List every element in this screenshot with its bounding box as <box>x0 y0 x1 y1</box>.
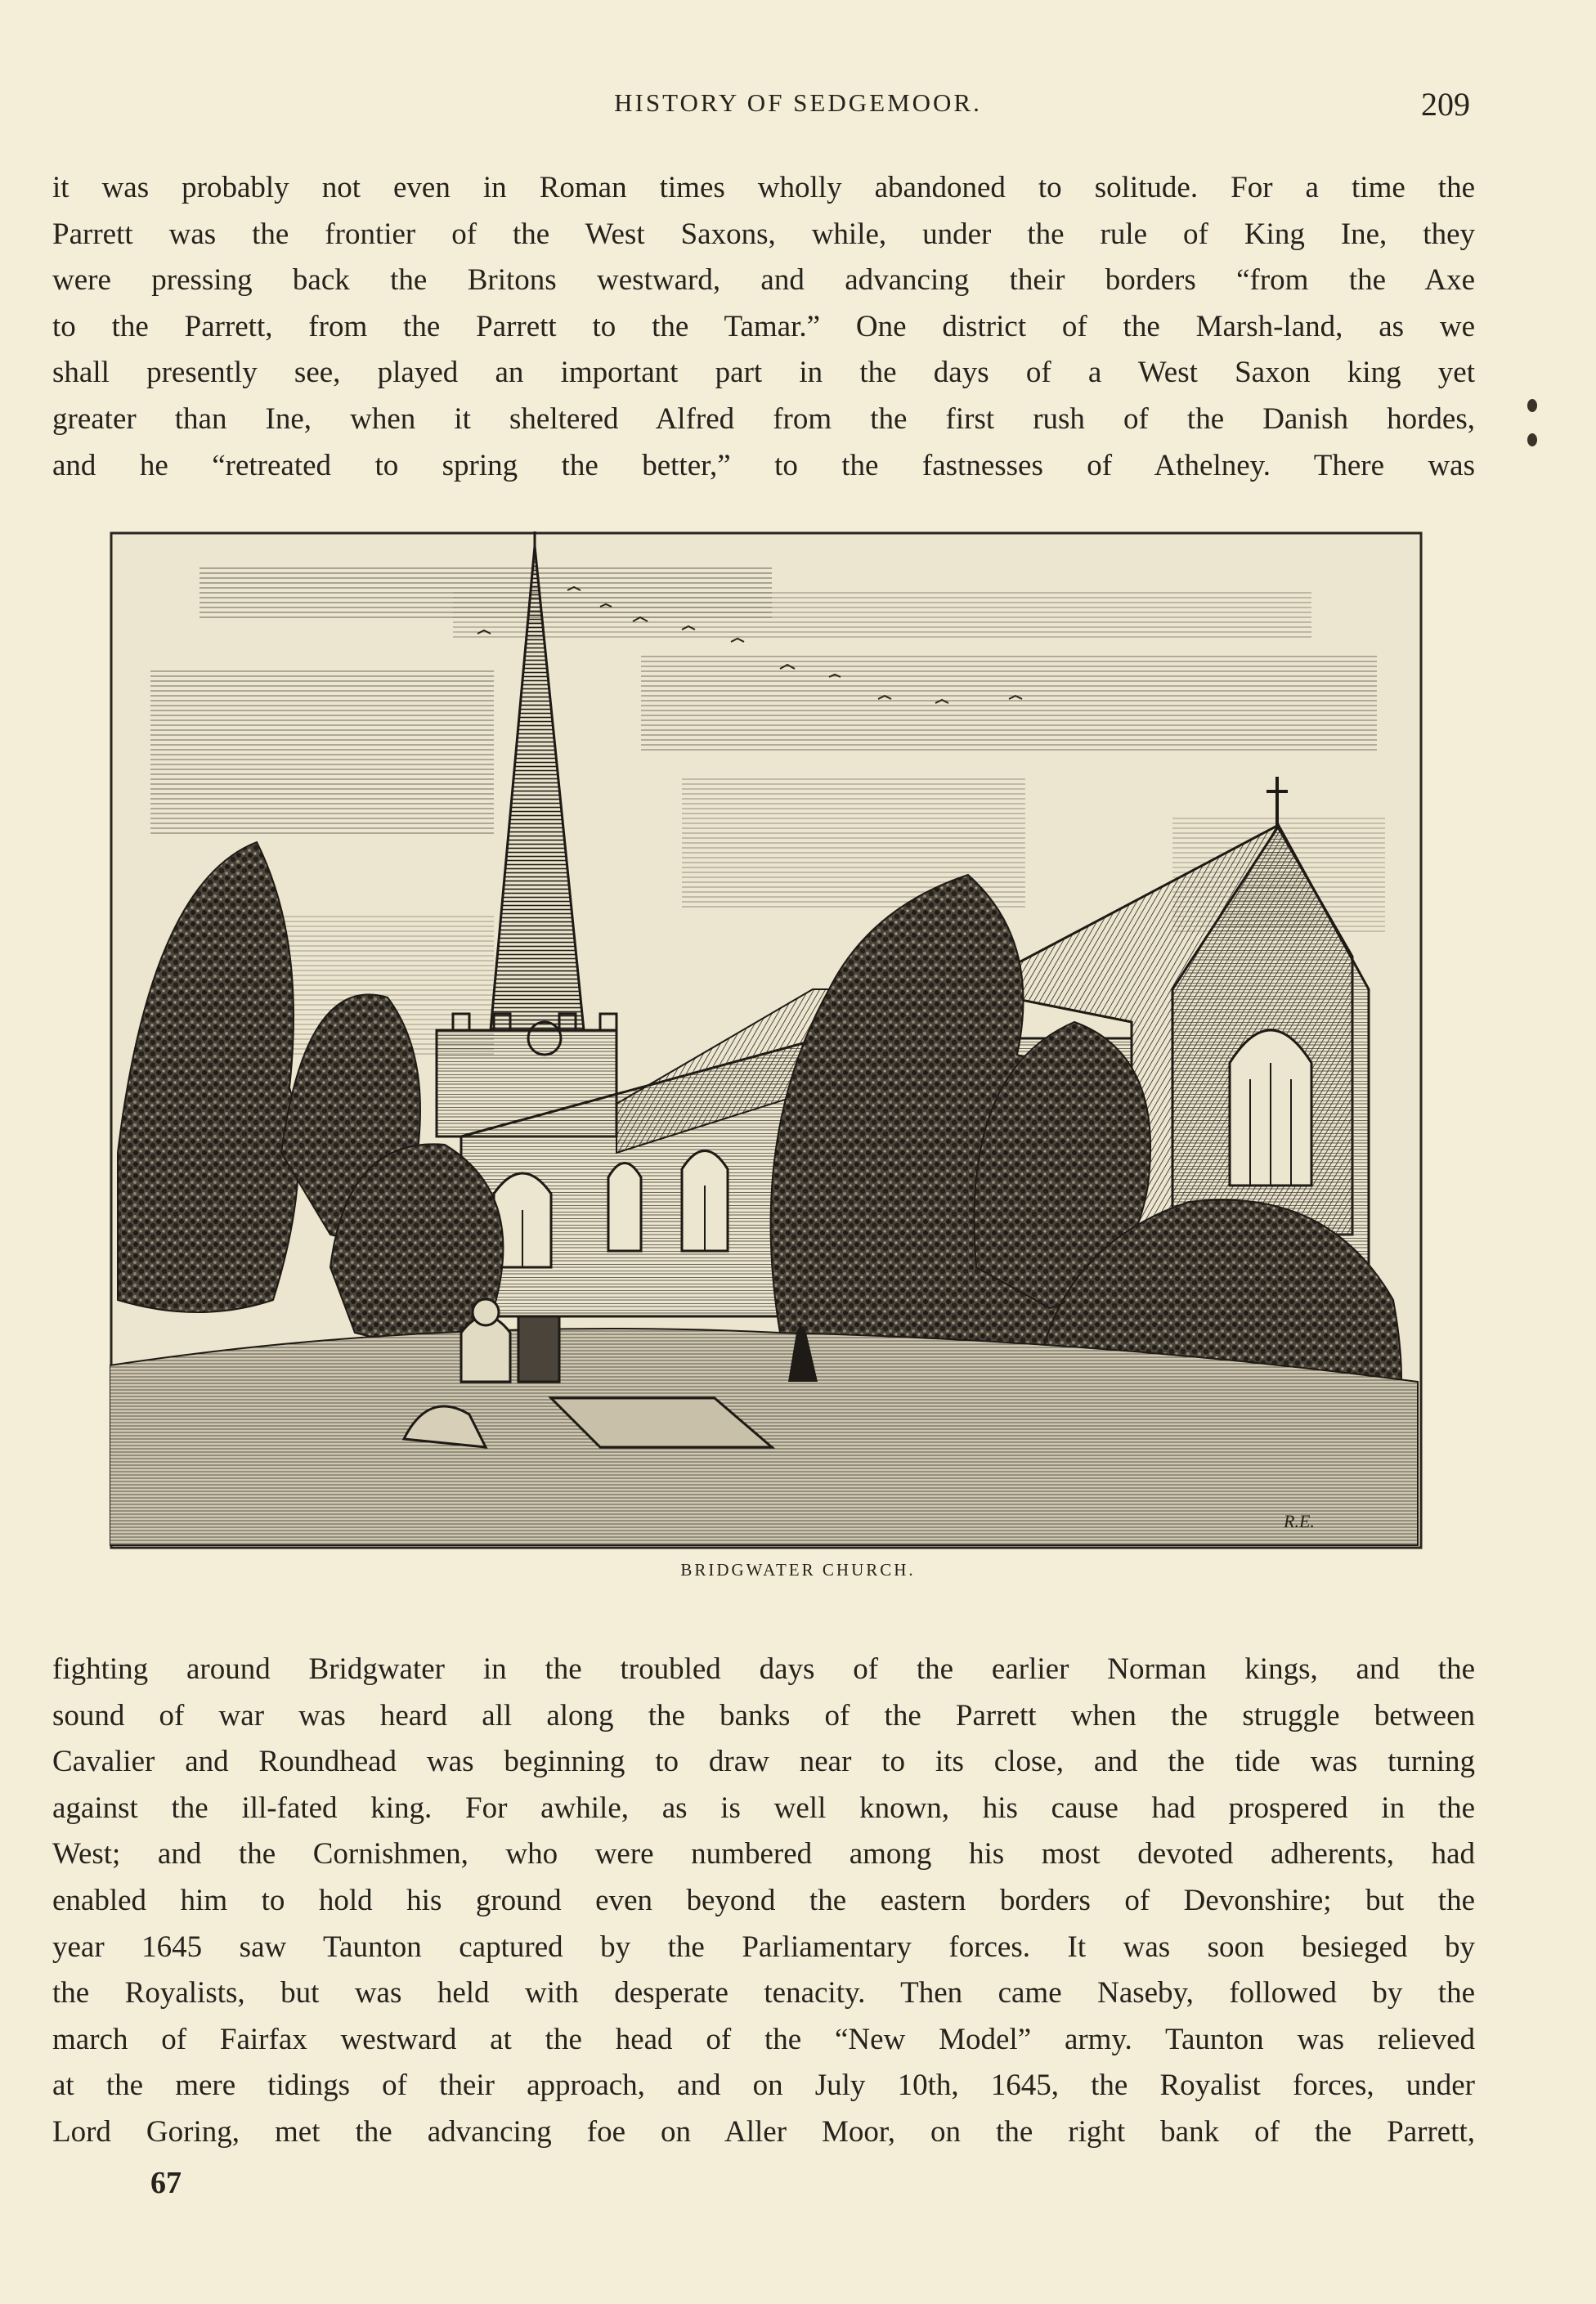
engraving-illustration <box>110 531 1423 1549</box>
text-line: shall presently see, played an important part in the days of a West Saxon king yet <box>52 356 1475 390</box>
text-line: sound of war was heard all along the banks of the Parrett when the struggle between <box>52 1698 1475 1732</box>
engraver-mark: R.E. <box>1284 1511 1315 1531</box>
text-line: Parrett was the frontier of the West Saxons, while, under the rule of King Ine, they <box>52 217 1475 251</box>
printer-signature: 67 <box>150 2166 182 2200</box>
text-line: at the mere tidings of their approach, and on July 10th, 1645, the Royalist forces, under <box>52 2069 1475 2103</box>
text-line: it was probably not even in Roman times wholly abandoned to solitude. For a time the <box>52 171 1475 204</box>
text-line: and he “retreated to spring the better,” to the fastnesses of Athelney. There was <box>52 448 1475 482</box>
running-title: HISTORY OF SEDGEMOOR. <box>614 88 982 117</box>
page-number: 209 <box>1421 86 1470 123</box>
text-line: the Royalists, but was held with desperate tenacity. Then came Naseby, followed by the <box>52 1976 1475 2010</box>
text-line: year 1645 saw Taunton captured by the Parliamentary forces. It was soon besieged by <box>52 1930 1475 1964</box>
text-line: fighting around Bridgwater in the troubled days of the earlier Norman kings, and the <box>52 1652 1475 1686</box>
churchyard-ground <box>110 1329 1418 1545</box>
text-line: greater than Ine, when it sheltered Alfred from the first rush of the Danish hordes, <box>52 401 1475 436</box>
text-line: West; and the Cornishmen, who were numbered among his most devoted adherents, had <box>52 1837 1475 1871</box>
engraving-bridgwater-church <box>110 531 1423 1549</box>
text-line: march of Fairfax westward at the head of the “New Model” army. Taunton was relieved <box>52 2022 1475 2056</box>
figure-caption: BRIDGWATER CHURCH. <box>680 1560 916 1580</box>
paragraph-2 <box>52 1647 1475 2156</box>
text-line: Cavalier and Roundhead was beginning to draw near to its close, and the tide was turning <box>52 1745 1475 1779</box>
text-line: enabled him to hold his ground even beyond the eastern borders of Devonshire; but the <box>52 1883 1475 1917</box>
running-head <box>0 85 1596 126</box>
margin-ink-mark <box>1527 433 1537 446</box>
margin-ink-mark <box>1527 399 1537 412</box>
text-line: were pressing back the Britons westward, and advancing their borders “from the Axe <box>52 263 1475 298</box>
text-line: Lord Goring, met the advancing foe on Aller Moor, on the right bank of the Parrett, <box>52 2114 1475 2149</box>
text-line: against the ill-fated king. For awhile, as is well known, his cause had prospered in the <box>52 1791 1475 1825</box>
text-line: to the Parrett, from the Parrett to the Tamar.” One district of the Marsh-land, as we <box>52 309 1475 343</box>
paragraph-1 <box>52 165 1475 489</box>
